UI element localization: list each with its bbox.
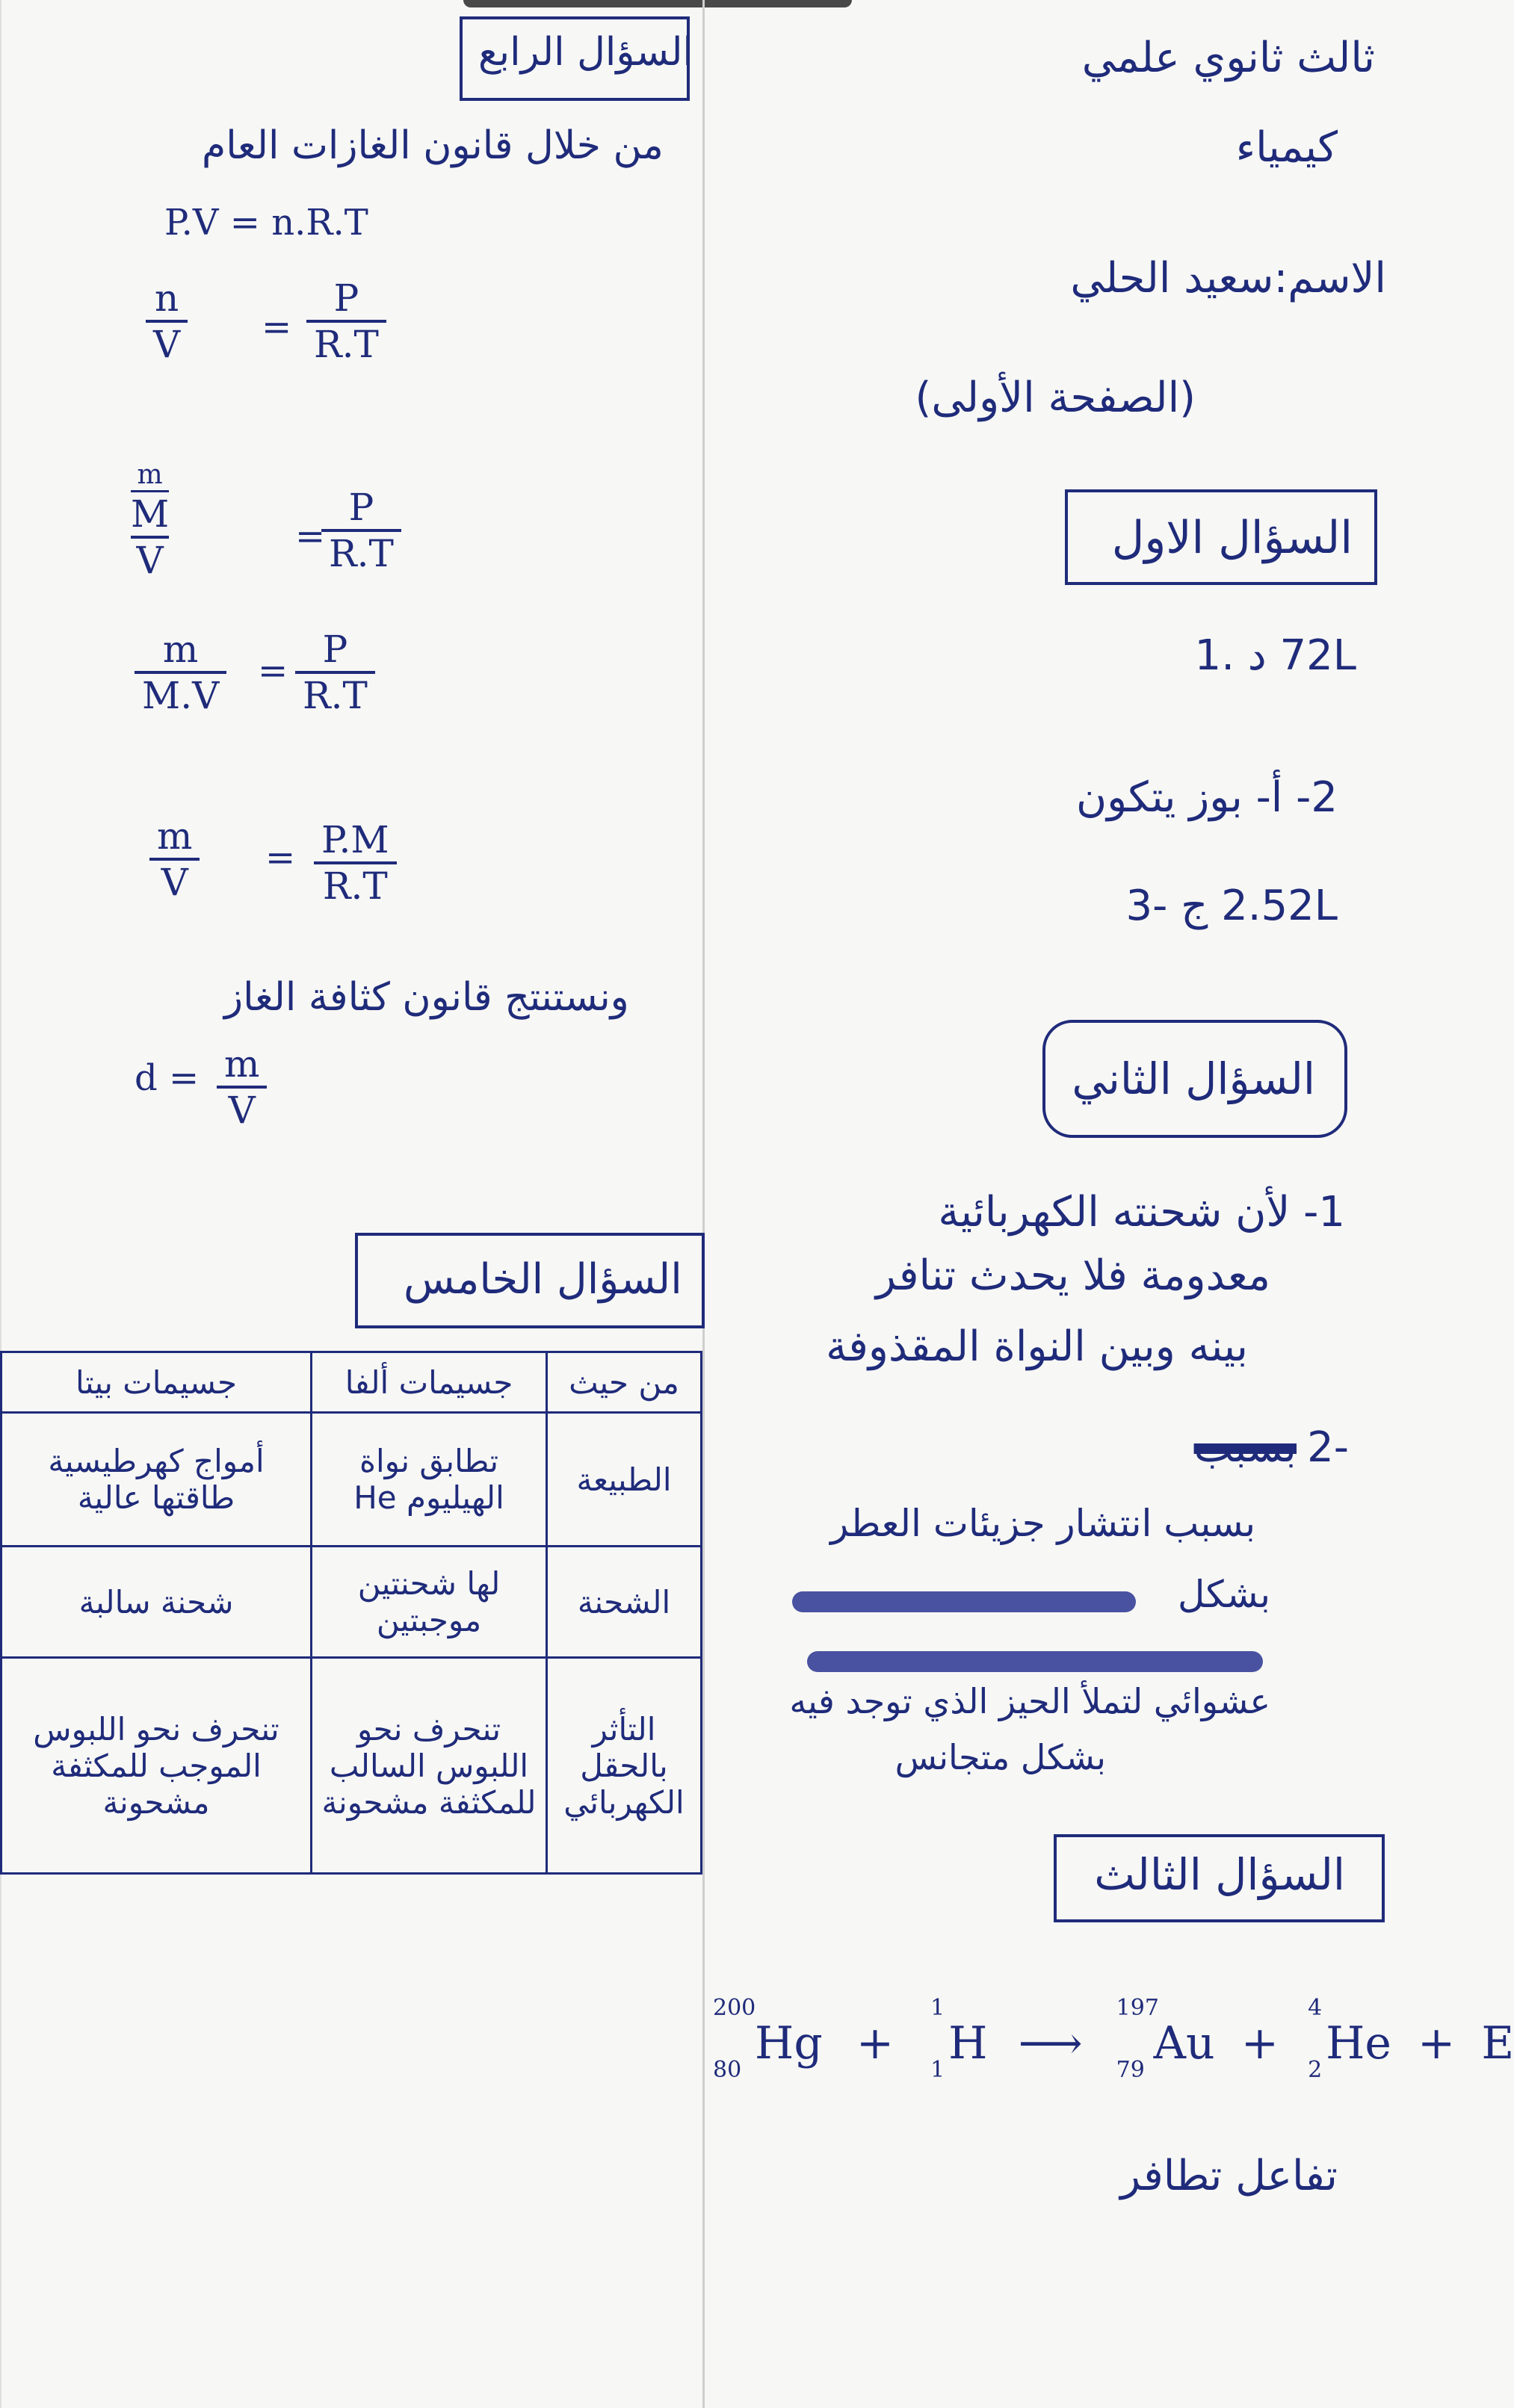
table-cell: لها شحنتين موجبتين [312, 1547, 547, 1658]
table-cell: تطابق نواة الهيليوم He [312, 1413, 547, 1547]
student-name: الاسم:سعيد الحلي [1070, 254, 1386, 303]
table-cell: التأثر بالحقل الكهربائي [547, 1658, 702, 1874]
eq5-equals: = [265, 837, 296, 879]
q1-answer-1: 72L د .1 [1194, 631, 1356, 680]
density-lhs: d = [135, 1057, 200, 1099]
table-cell: الشحنة [547, 1547, 702, 1658]
q1-answer-2: 2- أ- بوز يتكون [1075, 773, 1338, 822]
au-isotope: 197 79 Au [1116, 1995, 1215, 2083]
comparison-table [0, 1351, 702, 1875]
eq2-equals: = [262, 306, 292, 348]
q2-answer-2-line-3: عشوائي لتملأ الحيز الذي توجد فيه [789, 1681, 1270, 1721]
grade-label: ثالث ثانوي علمي [1081, 34, 1375, 82]
q2-answer-1-line-1: 1- لأن شحنته الكهربائية [938, 1188, 1345, 1237]
column-divider [702, 0, 705, 2408]
eq4-equals: = [258, 650, 288, 692]
page-label: (الصفحة الأولى) [915, 374, 1196, 422]
table-row [1, 1413, 702, 1547]
table-cell: جسيمات بيتا [1, 1352, 312, 1413]
eq1: P.V = n.R.T [164, 202, 368, 244]
q4-intro: من خلال قانون الغازات العام [202, 123, 664, 168]
eq2-rhs: $\frac{P}{R.T}$ [306, 276, 386, 366]
eq5-lhs: $\frac{m}{V}$ [149, 814, 200, 904]
h-isotope: 1 1 H [930, 1995, 988, 2083]
q2-answer-1-line-2: معدومة فلا يحدث تنافر [875, 1251, 1270, 1300]
eq2-lhs: $\frac{n}{V}$ [146, 276, 188, 366]
crossed-out-scribble [807, 1651, 1263, 1672]
q2-answer-2-line-1: بسبب انتشار جزيئات العطر [830, 1502, 1255, 1545]
eq3-rhs: $\frac{P}{R.T}$ [321, 486, 401, 575]
table-cell: تنحرف نحو اللبوس السالب للمكثفة مشحونة [312, 1658, 547, 1874]
q2-answer-2-line-2: بشكل [1178, 1573, 1270, 1616]
table-cell: جسيمات ألفا [312, 1352, 547, 1413]
crossed-out-scribble [792, 1591, 1136, 1612]
density-fraction: $\frac{m}{V}$ [217, 1042, 267, 1132]
eq4-rhs: $\frac{P}{R.T}$ [295, 628, 375, 717]
eq4-lhs: $\frac{m}{M.V}$ [135, 628, 226, 717]
q1-title: السؤال الاول [1111, 512, 1353, 564]
q2-title: السؤال الثاني [1072, 1053, 1315, 1104]
eq5-rhs: $\frac{P.M}{R.T}$ [314, 818, 397, 908]
reaction-type: تفاعل تطافر [1120, 2152, 1338, 2200]
table-row [1, 1547, 702, 1658]
table-cell: من حيث [547, 1352, 702, 1413]
table-cell: الطبيعة [547, 1413, 702, 1547]
eq3-equals: = [295, 516, 326, 557]
q2-answer-2-crossed: بسبب [1193, 1423, 1297, 1472]
q2-answer-2-prefix: -2 [1307, 1423, 1349, 1472]
page-edge [0, 0, 1, 2408]
he-isotope: 4 2 He [1308, 1995, 1391, 2083]
table-cell: شحنة سالبة [1, 1547, 312, 1658]
table-header-row [1, 1352, 702, 1413]
nuclear-reaction: 200 80 Hg + 1 1 H ⟶ 197 79 Au + 4 2 He + E [713, 1995, 1514, 2083]
q5-title: السؤال الخامس [404, 1255, 682, 1304]
binder-shadow [463, 0, 852, 7]
q3-title: السؤال الثالث [1094, 1849, 1345, 1900]
table-row [1, 1658, 702, 1874]
table-cell: تنحرف نحو اللبوس الموجب للمكثفة مشحونة [1, 1658, 312, 1874]
q2-answer-2-line-4: بشكل متجانس [895, 1737, 1106, 1777]
energy-symbol: E [1481, 2017, 1514, 2070]
hg-isotope: 200 80 Hg [713, 1995, 823, 2083]
q4-title: السؤال الرابع [478, 30, 693, 75]
subject-label: كيمياء [1235, 123, 1338, 172]
eq3-lhs: m M V [131, 459, 170, 582]
q2-answer-1-line-3: بينه وبين النواة المقذوفة [826, 1322, 1248, 1371]
q1-answer-3: 2.52L ج -3 [1125, 882, 1338, 930]
q4-conclusion: ونستنتج قانون كثافة الغاز [224, 975, 629, 1020]
table-cell: أمواج كهرطيسية طاقتها عالية [1, 1413, 312, 1547]
